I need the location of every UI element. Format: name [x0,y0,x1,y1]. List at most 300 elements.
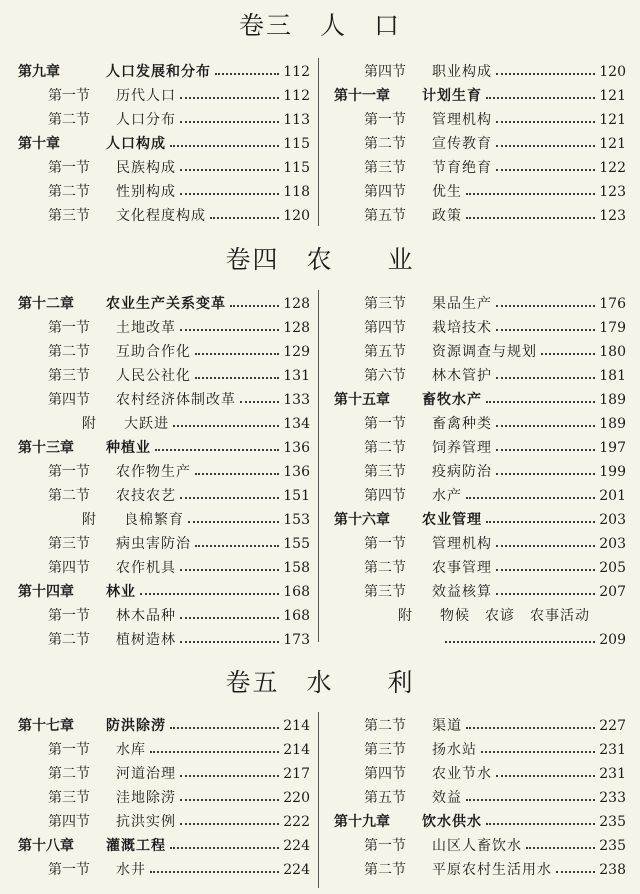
toc-section-entry[interactable] [334,580,626,604]
entry-label: 第一节 [48,608,90,624]
entry-title: 林木管护 [432,368,492,384]
toc-column-right [334,714,626,882]
entry-label: 第二节 [48,112,90,128]
page-number: 121 [599,112,626,128]
toc-chapter-entry[interactable] [18,580,310,604]
entry-label: 第一节 [364,536,406,552]
dot-leader [240,401,279,403]
entry-label: 第三节 [364,296,406,312]
entry-title: 农业节水 [432,766,492,782]
entry-label: 第十六章 [334,512,390,528]
page-number: 224 [283,838,310,854]
entry-label: 第一节 [364,112,406,128]
entry-label: 第四节 [48,392,90,408]
entry-label: 第二节 [48,184,90,200]
dot-leader [466,497,595,499]
page-number: 120 [599,64,626,80]
entry-title: 疫病防治 [432,464,492,480]
page-number: 217 [283,766,310,782]
dot-leader [180,823,279,825]
page-number: 122 [599,160,626,176]
page-number: 235 [599,838,626,854]
dot-leader [486,521,595,523]
entry-title: 畜禽种类 [432,416,492,432]
toc-section-entry[interactable] [18,484,310,508]
entry-title: 互助合作化 [116,344,191,360]
dot-leader [556,871,595,873]
entry-label: 第四节 [364,766,406,782]
entry-title: 农业生产关系变革 [106,296,226,312]
entry-label: 第二节 [48,766,90,782]
entry-label: 第十三章 [18,440,74,456]
entry-title: 管理机构 [432,536,492,552]
entry-title: 物候 农谚 农事活动 [440,608,590,624]
toc-section-entry[interactable] [334,532,626,556]
dot-leader [180,641,279,643]
entry-title: 林业 [106,584,136,600]
page-number: 181 [599,368,626,384]
entry-title: 农技农艺 [116,488,176,504]
page-number: 199 [599,464,626,480]
volume-title [0,6,640,42]
dot-leader [481,751,595,753]
page-number: 235 [599,814,626,830]
page-number: 121 [599,88,626,104]
toc-section-entry[interactable] [334,714,626,738]
page-number: 227 [599,718,626,734]
entry-title: 节育绝育 [432,160,492,176]
page-number: 209 [599,632,626,648]
volume-title [0,240,640,276]
page-number: 115 [283,160,310,176]
entry-title: 民族构成 [116,160,176,176]
page-number: 113 [283,112,310,128]
page-number: 158 [283,560,310,576]
dot-leader [496,473,595,475]
entry-title: 政策 [432,208,462,224]
toc-section-entry[interactable] [334,604,626,628]
dot-leader [180,193,279,195]
entry-label: 第十八章 [18,838,74,854]
entry-label: 第一节 [48,160,90,176]
page-number: 120 [283,208,310,224]
entry-title: 病虫害防治 [116,536,191,552]
page-number: 153 [283,512,310,528]
entry-title: 河道治理 [116,766,176,782]
page-number: 224 [283,862,310,878]
dot-leader [496,449,595,451]
entry-title: 优生 [432,184,462,200]
toc-chapter-entry[interactable] [18,292,310,316]
entry-label: 第十二章 [18,296,74,312]
toc-section-entry[interactable] [334,316,626,340]
dot-leader [180,329,279,331]
toc-section-entry[interactable] [18,762,310,786]
entry-label: 第一节 [364,838,406,854]
page-number: 131 [283,368,310,384]
entry-label: 第十九章 [334,814,390,830]
entry-title: 植树造林 [116,632,176,648]
dot-leader [170,727,279,729]
dot-leader [170,145,279,147]
column-divider [318,290,319,642]
toc-section-entry[interactable] [18,84,310,108]
entry-label: 第十章 [18,136,60,152]
entry-label: 第十一章 [334,88,390,104]
entry-title: 人口发展和分布 [106,64,211,80]
page-number: 203 [599,512,626,528]
page-number: 151 [283,488,310,504]
page-number: 129 [283,344,310,360]
dot-leader [496,305,595,307]
dot-leader [195,473,279,475]
dot-leader [195,545,279,547]
entry-title: 计划生育 [422,88,482,104]
entry-label: 第二节 [364,862,406,878]
entry-label: 第四节 [364,64,406,80]
entry-label: 第五节 [364,344,406,360]
entry-label: 第二节 [48,488,90,504]
entry-title: 人民公社化 [116,368,191,384]
entry-label: 第三节 [364,464,406,480]
dot-leader [215,73,279,75]
toc-section-entry[interactable] [334,60,626,84]
entry-label: 第九章 [18,64,60,80]
page-number: 189 [599,416,626,432]
page-number: 201 [599,488,626,504]
volume-title [0,663,640,699]
entry-title: 灌溉工程 [106,838,166,854]
dot-leader [496,425,595,427]
entry-title: 资源调查与规划 [432,344,537,360]
page-number: 203 [599,536,626,552]
toc-chapter-entry[interactable] [18,714,310,738]
dot-leader [486,823,595,825]
toc-column-left [18,292,310,652]
toc-section-entry[interactable] [334,762,626,786]
toc-section-entry[interactable] [18,316,310,340]
entry-title: 宣传教育 [432,136,492,152]
toc-chapter-entry[interactable] [18,60,310,84]
entry-label: 第二节 [364,136,406,152]
dot-leader [496,169,595,171]
dot-leader [155,449,279,451]
dot-leader [466,799,595,801]
toc-section-entry[interactable] [18,364,310,388]
dot-leader [150,751,279,753]
entry-title: 性别构成 [116,184,176,200]
entry-label: 第三节 [48,208,90,224]
toc-section-entry[interactable] [334,204,626,228]
entry-label: 第二节 [48,632,90,648]
toc-section-entry[interactable] [334,834,626,858]
toc-section-entry[interactable] [18,738,310,762]
dot-leader [188,521,279,523]
entry-label: 第三节 [364,584,406,600]
dot-leader [180,121,279,123]
toc-section-entry[interactable] [334,786,626,810]
toc-chapter-entry[interactable] [334,388,626,412]
page-number: 115 [283,136,310,152]
dot-leader [486,97,595,99]
dot-leader [180,617,279,619]
toc-section-entry[interactable] [18,508,310,532]
toc-section-entry[interactable] [18,858,310,882]
toc-section-entry[interactable] [334,556,626,580]
toc-section-entry[interactable] [18,810,310,834]
dot-leader [496,775,595,777]
entry-title: 平原农村生活用水 [432,862,552,878]
page-number: 168 [283,584,310,600]
toc-section-entry[interactable] [18,556,310,580]
page-number: 214 [283,718,310,734]
entry-label: 第四节 [48,814,90,830]
page-number: 173 [283,632,310,648]
toc-section-entry[interactable] [334,132,626,156]
page-number: 112 [283,64,310,80]
toc-column-right [334,292,626,652]
toc-chapter-entry[interactable] [18,834,310,858]
entry-label: 第十四章 [18,584,74,600]
entry-title: 山区人畜饮水 [432,838,522,854]
entry-label: 第二节 [48,344,90,360]
entry-label: 第三节 [48,368,90,384]
entry-title: 林木品种 [116,608,176,624]
toc-section-entry[interactable] [334,292,626,316]
dot-leader [466,217,595,219]
page-number: 112 [283,88,310,104]
entry-title: 人口构成 [106,136,166,152]
entry-title: 水产 [432,488,462,504]
page-number: 168 [283,608,310,624]
toc-column-left [18,714,310,882]
entry-title: 农村经济体制改革 [116,392,236,408]
toc-section-entry[interactable] [18,388,310,412]
volume-title-text: 卷四 农 业 [225,245,415,274]
dot-leader [496,545,595,547]
page-number: 155 [283,536,310,552]
entry-title: 良棉繁育 [124,512,184,528]
dot-leader [496,569,595,571]
toc-section-entry[interactable] [334,738,626,762]
entry-label: 附 [82,512,96,528]
dot-leader [230,305,279,307]
dot-leader [195,377,279,379]
toc-section-entry[interactable] [334,858,626,882]
entry-label: 第一节 [48,464,90,480]
entry-label: 第三节 [48,536,90,552]
entry-label: 第五节 [364,790,406,806]
toc-section-entry[interactable] [334,340,626,364]
dot-leader [180,569,279,571]
dot-leader [180,799,279,801]
column-divider [318,712,319,888]
entry-title: 饮水供水 [422,814,482,830]
page-number: 214 [283,742,310,758]
page-number: 222 [283,814,310,830]
dot-leader [173,425,279,427]
volume-title-text: 卷三 人 口 [238,11,401,40]
entry-label: 第一节 [48,320,90,336]
toc-chapter-entry[interactable] [334,810,626,834]
toc-chapter-entry[interactable] [334,84,626,108]
entry-title: 效益核算 [432,584,492,600]
dot-leader [526,847,595,849]
entry-label: 第二节 [364,440,406,456]
dot-leader [496,121,595,123]
toc-section-entry[interactable] [18,532,310,556]
entry-label: 第四节 [364,184,406,200]
page-number: 189 [599,392,626,408]
toc-section-entry[interactable] [334,412,626,436]
dot-leader [496,593,595,595]
toc-chapter-entry[interactable] [334,508,626,532]
dot-leader [496,145,595,147]
page-number: 123 [599,208,626,224]
page-number: 133 [283,392,310,408]
page-number: 176 [599,296,626,312]
entry-label: 第一节 [364,416,406,432]
entry-label: 第二节 [364,560,406,576]
page-number: 118 [283,184,310,200]
entry-label: 第一节 [48,742,90,758]
entry-label: 附 [82,416,96,432]
page-number: 197 [599,440,626,456]
entry-title: 防洪除涝 [106,718,166,734]
entry-title: 洼地除涝 [116,790,176,806]
entry-label: 第十五章 [334,392,390,408]
toc-chapter-entry[interactable] [18,132,310,156]
entry-label: 第四节 [364,488,406,504]
entry-label: 第六节 [364,368,406,384]
entry-title: 土地改革 [116,320,176,336]
volume-title-text: 卷五 水 利 [225,668,415,697]
page-number: 205 [599,560,626,576]
dot-leader [445,641,595,643]
toc-section-entry[interactable] [18,604,310,628]
dot-leader [170,847,279,849]
dot-leader [496,329,595,331]
toc-section-entry[interactable] [18,180,310,204]
toc-section-entry[interactable] [334,108,626,132]
entry-title: 农作物生产 [116,464,191,480]
entry-title: 水井 [116,862,146,878]
page-number: 238 [599,862,626,878]
toc-section-entry[interactable] [334,180,626,204]
page-number: 123 [599,184,626,200]
entry-label: 第二节 [364,718,406,734]
entry-label: 第一节 [48,862,90,878]
page-number: 121 [599,136,626,152]
entry-title: 职业构成 [432,64,492,80]
dot-leader [496,377,595,379]
toc-column-left [18,60,310,228]
entry-title: 水库 [116,742,146,758]
toc-section-entry[interactable] [18,412,310,436]
toc-section-entry[interactable] [334,460,626,484]
toc-section-entry[interactable] [334,156,626,180]
dot-leader [195,353,279,355]
entry-label: 第五节 [364,208,406,224]
entry-title: 抗洪实例 [116,814,176,830]
toc-section-entry[interactable] [334,364,626,388]
dot-leader [180,775,279,777]
entry-title: 渠道 [432,718,462,734]
page-number: 220 [283,790,310,806]
entry-title: 畜牧水产 [422,392,482,408]
entry-label: 附 [398,608,412,624]
entry-label: 第十七章 [18,718,74,734]
dot-leader [180,97,279,99]
entry-title: 种植业 [106,440,151,456]
entry-title: 历代人口 [116,88,176,104]
dot-leader [496,73,595,75]
entry-title: 人口分布 [116,112,176,128]
page-number: 233 [599,790,626,806]
toc-column-right [334,60,626,228]
entry-label: 第三节 [364,160,406,176]
toc-section-entry[interactable] [18,786,310,810]
entry-title: 农业管理 [422,512,482,528]
entry-label: 第四节 [364,320,406,336]
page-number: 136 [283,440,310,456]
dot-leader [466,193,595,195]
page-number: 231 [599,742,626,758]
entry-title: 栽培技术 [432,320,492,336]
dot-leader [180,497,279,499]
toc-chapter-entry[interactable] [18,436,310,460]
entry-label: 第三节 [48,790,90,806]
toc-section-entry[interactable] [18,340,310,364]
entry-title: 果品生产 [432,296,492,312]
toc-section-entry[interactable] [334,484,626,508]
dot-leader [180,169,279,171]
entry-title: 管理机构 [432,112,492,128]
toc-continuation-entry[interactable] [334,628,626,652]
page-number: 136 [283,464,310,480]
page-number: 179 [599,320,626,336]
entry-label: 第四节 [48,560,90,576]
entry-title: 效益 [432,790,462,806]
toc-section-entry[interactable] [18,204,310,228]
toc-section-entry[interactable] [18,108,310,132]
entry-title: 扬水站 [432,742,477,758]
toc-section-entry[interactable] [18,156,310,180]
entry-label: 第三节 [364,742,406,758]
toc-section-entry[interactable] [18,628,310,652]
toc-section-entry[interactable] [334,436,626,460]
entry-title: 饲养管理 [432,440,492,456]
dot-leader [466,727,595,729]
entry-title: 文化程度构成 [116,208,206,224]
dot-leader [486,401,595,403]
dot-leader [210,217,279,219]
page-number: 128 [283,296,310,312]
toc-section-entry[interactable] [18,460,310,484]
page-number: 180 [599,344,626,360]
dot-leader [541,353,595,355]
entry-title: 大跃进 [124,416,169,432]
dot-leader [150,871,279,873]
page-number: 134 [283,416,310,432]
page-number: 231 [599,766,626,782]
entry-label: 第一节 [48,88,90,104]
dot-leader [140,593,279,595]
entry-title: 农作机具 [116,560,176,576]
column-divider [318,58,319,226]
page-number: 128 [283,320,310,336]
page-number: 207 [599,584,626,600]
